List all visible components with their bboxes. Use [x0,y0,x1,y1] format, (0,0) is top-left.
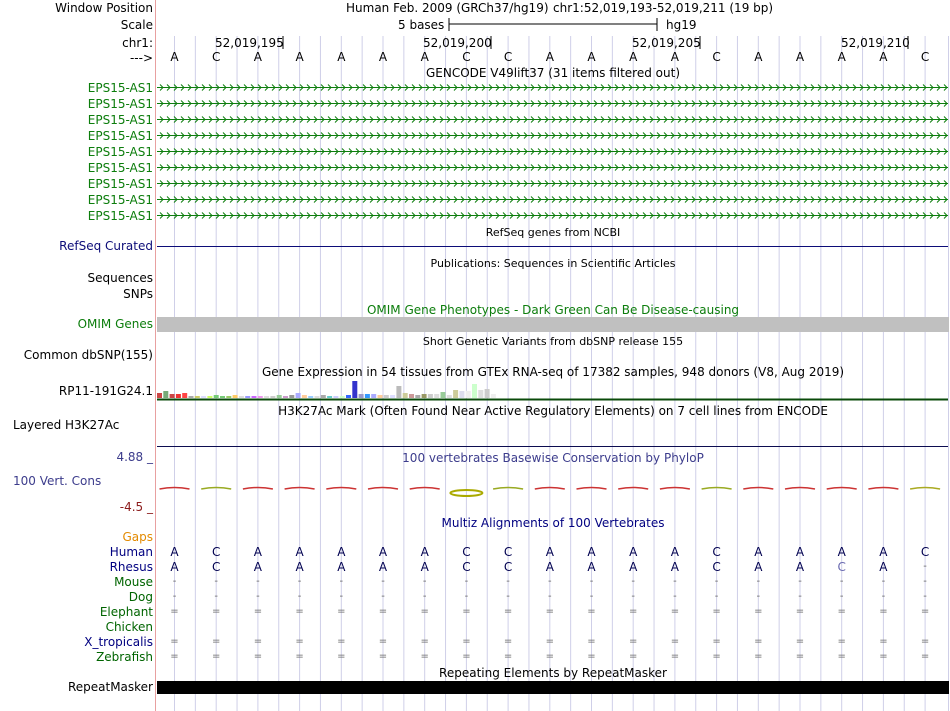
alignment-base: = [879,651,888,662]
alignment-base: - [923,576,927,587]
gtex-tissue-bar [283,396,288,398]
gtex-tissue-bar [245,396,250,398]
alignment-base: = [503,606,513,617]
alignment-base: C [712,545,721,559]
gtex-tissue-bar [491,394,496,398]
phylop-label[interactable]: 100 Vert. Cons [13,474,102,488]
alignment-base: = [628,651,638,662]
base-letter: A [545,50,554,64]
alignment-base: - [798,591,802,602]
alignment-base: - [631,591,635,602]
alignment-base: - [256,591,260,602]
alignment-base: - [923,591,927,602]
alignment-base: - [714,591,719,602]
alignment-base: A [670,560,679,574]
alignment-base: = [378,606,388,617]
alignment-base: = [420,651,429,662]
alignment-base: A [420,545,429,559]
alignment-base: = [754,636,763,647]
gtex-tissue-bar [447,395,452,398]
publications-track-title[interactable]: Publications: Sequences in Scientific Articles [430,257,676,270]
species-label[interactable]: Elephant [99,605,153,619]
alignment-base: A [253,545,262,559]
phylop-max-label: 4.88 _ [116,450,153,464]
gtex-tissue-bar [390,395,395,398]
ruler-tick-label: 52,019,200 [423,36,492,50]
gencode-gene-label[interactable]: EPS15-AS1 [87,177,153,191]
alignment-base: = [879,606,888,617]
gtex-tissue-bar [434,394,439,398]
alignment-base: A [378,560,388,574]
gtex-tissue-bar [233,395,238,398]
alignment-base: - [881,576,886,587]
gtex-tissue-bar [321,395,326,398]
alignment-base: A [629,545,638,559]
alignment-base: = [754,606,763,617]
gencode-gene-label[interactable]: EPS15-AS1 [87,193,153,207]
repeatmasker-label[interactable]: RepeatMasker [67,680,153,694]
gtex-tissue-bar [157,393,162,398]
alignment-base: A [337,560,346,574]
alignment-base: = [295,636,304,647]
gtex-gene-label[interactable]: RP11-191G24.1 [58,384,153,398]
base-letter: C [712,50,721,64]
alignment-base: = [462,606,471,617]
alignment-base: A [879,545,888,559]
gtex-tissue-bar [346,395,351,398]
repeatmasker-bar [157,681,949,694]
gtex-tissue-bar [308,396,313,398]
gtex-tissue-bar [207,396,212,398]
gencode-gene-label[interactable]: EPS15-AS1 [87,81,153,95]
alignment-base: - [547,591,552,602]
chrom-label: chr1: [122,36,153,50]
phylop-track-title[interactable]: 100 vertebrates Basewise Conservation by PhyloP [402,451,704,465]
window-position-label: Window Position [55,1,153,15]
alignment-base: C [712,560,721,574]
gtex-tissue-bar [396,386,401,398]
gtex-tissue-bar [384,395,389,398]
alignment-base: = [920,636,930,647]
alignment-base: - [339,591,344,602]
gtex-tissue-bar [441,392,446,398]
alignment-base: = [253,651,263,662]
alignment-base: C [211,545,221,559]
alignment-base: = [837,636,846,647]
alignment-base: = [879,636,888,647]
alignment-base: = [378,651,388,662]
species-label[interactable]: Zebrafish [96,650,153,664]
alignment-base: A [587,545,596,559]
alignment-base: = [712,651,721,662]
alignment-base: C [503,560,513,574]
species-label[interactable]: Rhesus [109,560,153,574]
alignment-base: A [670,545,679,559]
alignment-base: - [464,591,469,602]
alignment-base: = [211,606,221,617]
position-readout[interactable]: chr1:52,019,193-52,019,211 (19 bp) [553,1,774,15]
gtex-tissue-bar [296,393,301,398]
gencode-gene-label[interactable]: EPS15-AS1 [87,113,153,127]
alignment-base: = [170,651,179,662]
alignment-base: = [462,636,471,647]
gtex-tissue-bar [333,396,338,398]
h3k27ac-track-title[interactable]: H3K27Ac Mark (Often Found Near Active Regulatory Elements) on 7 cell lines from ENCODE [278,404,828,418]
gtex-tissue-bar [315,396,320,398]
alignment-base: = [837,651,846,662]
base-letter: A [754,50,763,64]
base-letter: A [378,50,388,64]
gtex-tissue-bar [239,396,244,398]
alignment-base: = [670,636,680,647]
gencode-gene-label[interactable]: EPS15-AS1 [87,145,153,159]
alignment-base: = [337,606,346,617]
refseq-label[interactable]: RefSeq Curated [59,239,153,253]
alignment-base: - [673,591,677,602]
alignment-base: = [170,636,179,647]
alignment-base: = [545,636,554,647]
gtex-tissue-bar [289,395,294,398]
alignment-base: = [837,606,846,617]
alignment-base: = [587,606,596,617]
alignment-base: A [795,560,805,574]
alignment-base: = [295,651,304,662]
gtex-track-title[interactable]: Gene Expression in 54 tissues from GTEx RNA-seq of 17382 samples, 948 donors (V8, Aug 2019) [261,365,845,379]
alignment-base: = [170,606,179,617]
gencode-gene-label[interactable]: EPS15-AS1 [87,161,153,175]
gtex-tissue-bar [264,396,269,398]
gtex-tissue-bar [459,391,464,398]
gtex-tissue-bar [176,394,181,398]
gtex-tissue-bar [252,396,257,398]
alignment-base: A [170,545,179,559]
gtex-tissue-bar [189,396,194,398]
gtex-tissue-bar [472,384,477,398]
alignment-base: = [920,606,930,617]
alignment-base: C [462,560,471,574]
species-label[interactable]: Dog [128,590,153,604]
alignment-base: - [381,591,385,602]
base-letter: A [170,50,179,64]
gaps-label: Gaps [122,530,153,544]
dbsnp-label[interactable]: Common dbSNP(155) [23,348,153,362]
base-letter: A [879,50,888,64]
alignment-base: = [587,636,596,647]
alignment-base: - [214,576,218,587]
alignment-base: - [673,576,677,587]
species-label[interactable]: X_tropicalis [84,635,153,649]
alignment-base: A [420,560,429,574]
gtex-tissue-bar [409,394,414,398]
alignment-base: A [337,545,346,559]
alignment-base: = [670,606,680,617]
gtex-tissue-bar [352,381,357,398]
scale-db: hg19 [666,18,697,32]
alignment-base: - [214,591,218,602]
alignment-base: A [295,560,304,574]
gtex-tissue-bar [220,396,225,398]
repeatmasker-track-title[interactable]: Repeating Elements by RepeatMasker [439,666,667,680]
base-letter: A [837,50,846,64]
alignment-base: A [587,560,596,574]
gtex-tissue-bar [327,396,332,398]
alignment-base: A [545,545,554,559]
alignment-base: = [295,606,304,617]
alignment-base: = [503,636,513,647]
gtex-tissue-bar [453,390,458,398]
omim-track-title[interactable]: OMIM Gene Phenotypes - Dark Green Can Be Disease-causing [366,303,740,317]
gtex-tissue-bar [466,391,471,398]
alignment-base: = [920,651,930,662]
alignment-base: = [378,636,388,647]
alignment-base: = [628,636,638,647]
alignment-base: - [756,576,761,587]
alignment-base: = [420,636,429,647]
alignment-base: - [172,591,177,602]
sequences-label[interactable]: Sequences [87,271,153,285]
multiz-track-title[interactable]: Multiz Alignments of 100 Vertebrates [441,516,665,530]
alignment-base: A [629,560,638,574]
alignment-base: = [587,651,596,662]
alignment-base: - [798,576,802,587]
assembly-title: Human Feb. 2009 (GRCh37/hg19) [346,1,549,15]
alignment-base: A [879,560,888,574]
base-letter: A [795,50,805,64]
alignment-base: A [295,545,304,559]
base-letter: A [670,50,679,64]
base-letter: C [211,50,221,64]
gtex-tissue-bar [378,395,383,398]
alignment-base: = [337,651,346,662]
alignment-base: A [754,545,763,559]
alignment-base: - [506,576,510,587]
omim-gene-bar [157,317,949,332]
alignment-base: - [381,576,385,587]
gtex-tissue-bar [428,394,433,398]
alignment-base: = [211,636,221,647]
alignment-base: - [839,576,844,587]
alignment-base: - [422,576,427,587]
gtex-tissue-bar [340,396,345,398]
alignment-base: - [339,576,344,587]
scale-label: Scale [120,18,153,32]
alignment-base: - [172,576,177,587]
gtex-tissue-bar [478,390,483,398]
base-letter: A [629,50,638,64]
phylop-min-label: -4.5 _ [119,500,153,514]
scale-bases: 5 bases [398,18,445,32]
alignment-base: = [420,606,429,617]
species-label[interactable]: Human [109,545,153,559]
alignment-base: A [253,560,262,574]
alignment-base: = [795,636,805,647]
gtex-tissue-bar [214,395,219,398]
species-label[interactable]: Mouse [114,575,153,589]
alignment-base: = [712,636,721,647]
base-letter: C [503,50,513,64]
alignment-base: - [297,576,302,587]
gtex-tissue-bar [195,396,200,398]
base-letter: A [295,50,304,64]
alignment-base: - [839,591,844,602]
gencode-gene-label[interactable]: EPS15-AS1 [87,209,153,223]
alignment-base: = [337,636,346,647]
ruler-tick-label: 52,019,195 [215,36,284,50]
gtex-tissue-bar [277,395,282,398]
alignment-base: - [756,591,761,602]
refseq-track-title[interactable]: RefSeq genes from NCBI [485,226,621,239]
alignment-base: - [714,576,719,587]
gtex-tissue-bar [302,395,307,398]
gtex-tissue-bar [371,394,376,398]
alignment-base: = [545,651,554,662]
alignment-base: C [462,545,471,559]
gtex-tissue-bar [201,396,206,398]
alignment-base: = [253,606,263,617]
gtex-tissue-bar [258,396,263,398]
alignment-base: - [464,576,469,587]
alignment-base: = [712,606,721,617]
alignment-base: - [881,591,886,602]
species-label[interactable]: Chicken [105,620,153,634]
alignment-base: = [754,651,763,662]
alignment-base: = [670,651,680,662]
gtex-tissue-bar [182,393,187,398]
alignment-base: C [211,560,221,574]
gtex-tissue-bar [485,389,490,398]
h3k27ac-label[interactable]: Layered H3K27Ac [13,418,120,432]
alignment-base: = [795,606,805,617]
snps-label[interactable]: SNPs [123,287,153,301]
dbsnp-track-title[interactable]: Short Genetic Variants from dbSNP release 155 [422,335,684,348]
alignment-base: = [795,651,805,662]
gtex-tissue-bar [365,394,370,398]
alignment-base: - [923,561,927,572]
gtex-tissue-bar [359,394,364,398]
alignment-base: A [378,545,388,559]
alignment-base: - [297,591,302,602]
alignment-base: A [795,545,805,559]
alignment-base: - [631,576,635,587]
ruler-tick-label: 52,019,205 [632,36,701,50]
base-letter: C [462,50,471,64]
gtex-tissue-bar [270,396,275,398]
alignment-base: A [837,545,846,559]
gtex-tissue-bar [163,391,168,398]
alignment-base: = [253,636,263,647]
gencode-track-title[interactable]: GENCODE V49lift37 (31 items filtered out) [425,66,680,80]
alignment-base: = [211,651,221,662]
gtex-tissue-bar [403,393,408,398]
alignment-base: - [589,591,594,602]
alignment-base: - [506,591,510,602]
base-letter: A [337,50,346,64]
gtex-tissue-bar [170,394,175,398]
omim-label[interactable]: OMIM Genes [77,317,153,331]
gtex-tissue-bar [422,394,427,398]
alignment-base: C [503,545,513,559]
gencode-gene-label[interactable]: EPS15-AS1 [87,97,153,111]
alignment-base: A [545,560,554,574]
alignment-base: C [837,560,846,574]
gtex-tissue-bar [226,396,231,398]
alignment-base: = [545,606,554,617]
gtex-tissue-bar [415,395,420,398]
alignment-base: = [628,606,638,617]
ruler-tick-label: 52,019,210 [841,36,910,50]
alignment-base: - [547,576,552,587]
alignment-base: - [589,576,594,587]
gencode-gene-label[interactable]: EPS15-AS1 [87,129,153,143]
alignment-base: C [920,545,930,559]
alignment-base: = [462,651,471,662]
strand-label: ---> [129,51,153,65]
base-letter: A [420,50,429,64]
alignment-base: = [503,651,513,662]
base-letter: C [920,50,930,64]
alignment-base: A [170,560,179,574]
alignment-base: - [422,591,427,602]
alignment-base: A [754,560,763,574]
base-letter: A [253,50,262,64]
alignment-base: - [256,576,260,587]
base-letter: A [587,50,596,64]
